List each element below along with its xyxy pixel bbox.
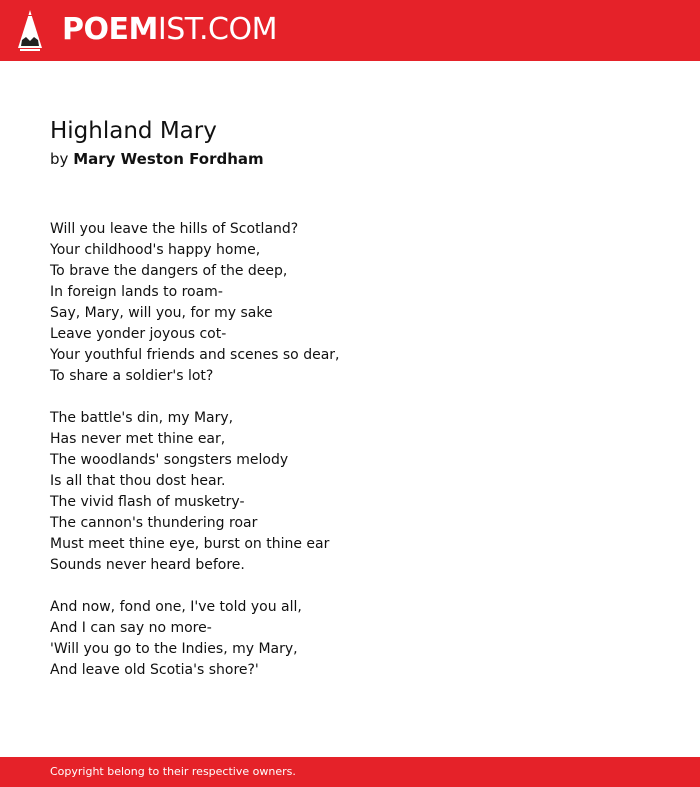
site-footer [0,757,700,787]
by-label: by [50,150,69,168]
site-logo[interactable] [62,12,277,48]
logo-bold-text: POEM [62,12,158,47]
poem-line: Leave yonder joyous cot- [50,326,227,342]
poem-line: The vivid flash of musketry- [50,494,245,510]
stanza [50,408,650,576]
logo-light-text: IST.COM [157,12,277,47]
poem-line: In foreign lands to roam- [50,284,223,300]
poem-line: 'Will you go to the Indies, my Mary, [50,641,298,657]
poem-line: Sounds never heard before. [50,557,245,573]
poem-line: The battle's din, my Mary, [50,410,234,426]
copyright-text: Copyright belong to their respective owners. [50,765,296,778]
poem-title: Highland Mary [50,118,217,144]
poem-line: Is all that thou dost hear. [50,473,226,489]
poem-line: The woodlands' songsters melody [50,452,289,468]
pencil-icon[interactable] [18,10,42,51]
poem-line: Your childhood's happy home, [50,242,261,258]
poem-line: And leave old Scotia's shore?' [50,662,259,678]
poem-line: Will you leave the hills of Scotland? [50,221,299,237]
poem-line: Has never met thine ear, [50,431,226,447]
poem-line: And now, fond one, I've told you all, [50,599,302,615]
poem-line: To brave the dangers of the deep, [50,263,288,279]
poem-line: Say, Mary, will you, for my sake [50,305,273,321]
stanza [50,219,650,387]
poem-line: Your youthful friends and scenes so dear, [50,347,340,363]
poem-line: The cannon's thundering roar [50,515,258,531]
poem-byline [50,149,264,169]
site-header [0,0,700,61]
stanza [50,597,650,681]
poem-body [50,219,650,702]
poem-author: Mary Weston Fordham [73,150,264,168]
poem-line: To share a soldier's lot? [50,368,214,384]
poem-line: Must meet thine eye, burst on thine ear [50,536,330,552]
poem-line: And I can say no more- [50,620,212,636]
